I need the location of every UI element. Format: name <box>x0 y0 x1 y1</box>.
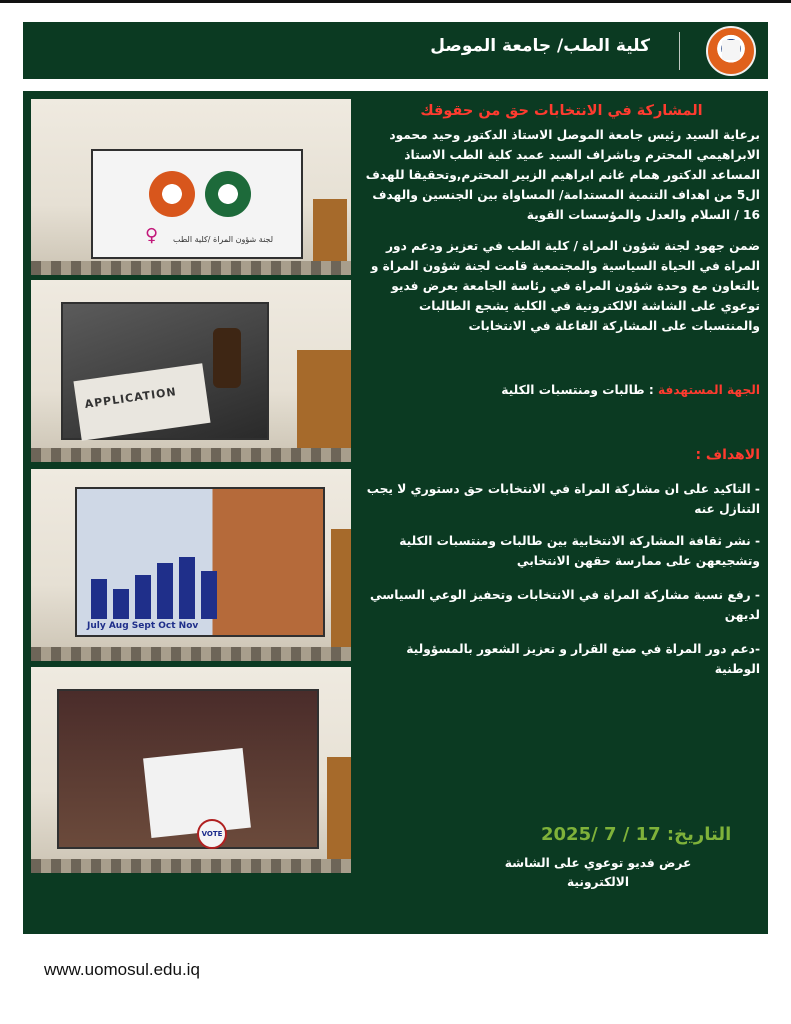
article-caption: عرض فديو توعوي على الشاشة الالكترونية <box>504 856 692 889</box>
venus-symbol-icon: ♀ <box>145 225 159 246</box>
goals-title: الاهداف : <box>695 447 760 463</box>
paper-text: APPLICATION <box>83 385 178 411</box>
university-logo-icon <box>706 26 756 76</box>
seal-icon <box>149 171 195 217</box>
chart-axis-text: July Aug Sept Oct Nov <box>87 621 199 631</box>
photo-screen-vote <box>31 667 351 873</box>
article-body-1: برعاية السيد رئيس جامعة الموصل الاستاذ الدكتور وحيد محمود الابراهيمي المحترم وباشراف السيد عميد كلية الطب الاستاذ المساعد الدكتور همام غانم ابراهيم الزبير المحترم,وتحقيقا للهدف ال5 من اهداف التنمية المستدامة/ المساواة بين الجنسين والهدف 16 / السلام والعدل والمؤسسات القوية <box>365 128 760 222</box>
ballot-paper <box>143 748 251 838</box>
goal-item: -دعم دور المراة في صنع القرار و تعزيز الشعور بالمسؤولية الوطنية <box>406 642 760 676</box>
header-title: كلية الطب/ جامعة الموصل <box>430 36 650 56</box>
photo-screen-application <box>31 280 351 462</box>
photo-screen-chart <box>31 469 351 661</box>
bar-graphic <box>91 549 217 619</box>
goal-item: - التاكيد على ان مشاركة المراة في الانتخابات حق دستوري لا يجب التنازل عنه <box>366 482 760 516</box>
vote-badge: VOTE <box>197 819 227 849</box>
goal-item: - رفع نسبة مشاركة المراة في الانتخابات وتحفيز الوعي السياسي لديهن <box>369 588 760 622</box>
seal-icon <box>205 171 251 217</box>
goal-item: - نشر ثقافة المشاركة الانتخابية بين طالبات ومنتسبات الكلية وتشجيعهن على ممارسة حقهن الانتخابي <box>399 534 760 568</box>
screen-caption: لجنة شؤون المراة /كلية الطب <box>173 235 274 244</box>
target-audience <box>363 383 760 397</box>
header-divider <box>679 32 680 70</box>
article-date: التاريخ: 17 / 7 /2025 <box>541 824 732 845</box>
gavel-icon <box>213 328 241 388</box>
article-headline: المشاركة في الانتخابات حق من حقوقك <box>420 103 703 119</box>
article-body-2: ضمن جهود لجنة شؤون المراة / كلية الطب في تعزيز ودعم دور المراة في الحياة السياسية والمجتمعية قامت لجنة شؤون المراة و بالتعاون مع وحدة شؤون المراة في رئاسة الجامعة بعرض فديو توعوي على الشاشة الالكترونية في الكلية يشجع الطالبات والمنتسبات على المشاركة الفاعلة في الانتخابات <box>370 239 760 333</box>
content-panel <box>23 91 768 934</box>
page-header <box>23 22 768 79</box>
target-value: : طالبات ومنتسبات الكلية <box>501 383 654 397</box>
top-rule <box>0 0 791 3</box>
photo-screen-logos <box>31 99 351 275</box>
footer-url[interactable]: www.uomosul.edu.iq <box>44 960 200 979</box>
target-label: الجهة المستهدفة <box>658 383 760 397</box>
